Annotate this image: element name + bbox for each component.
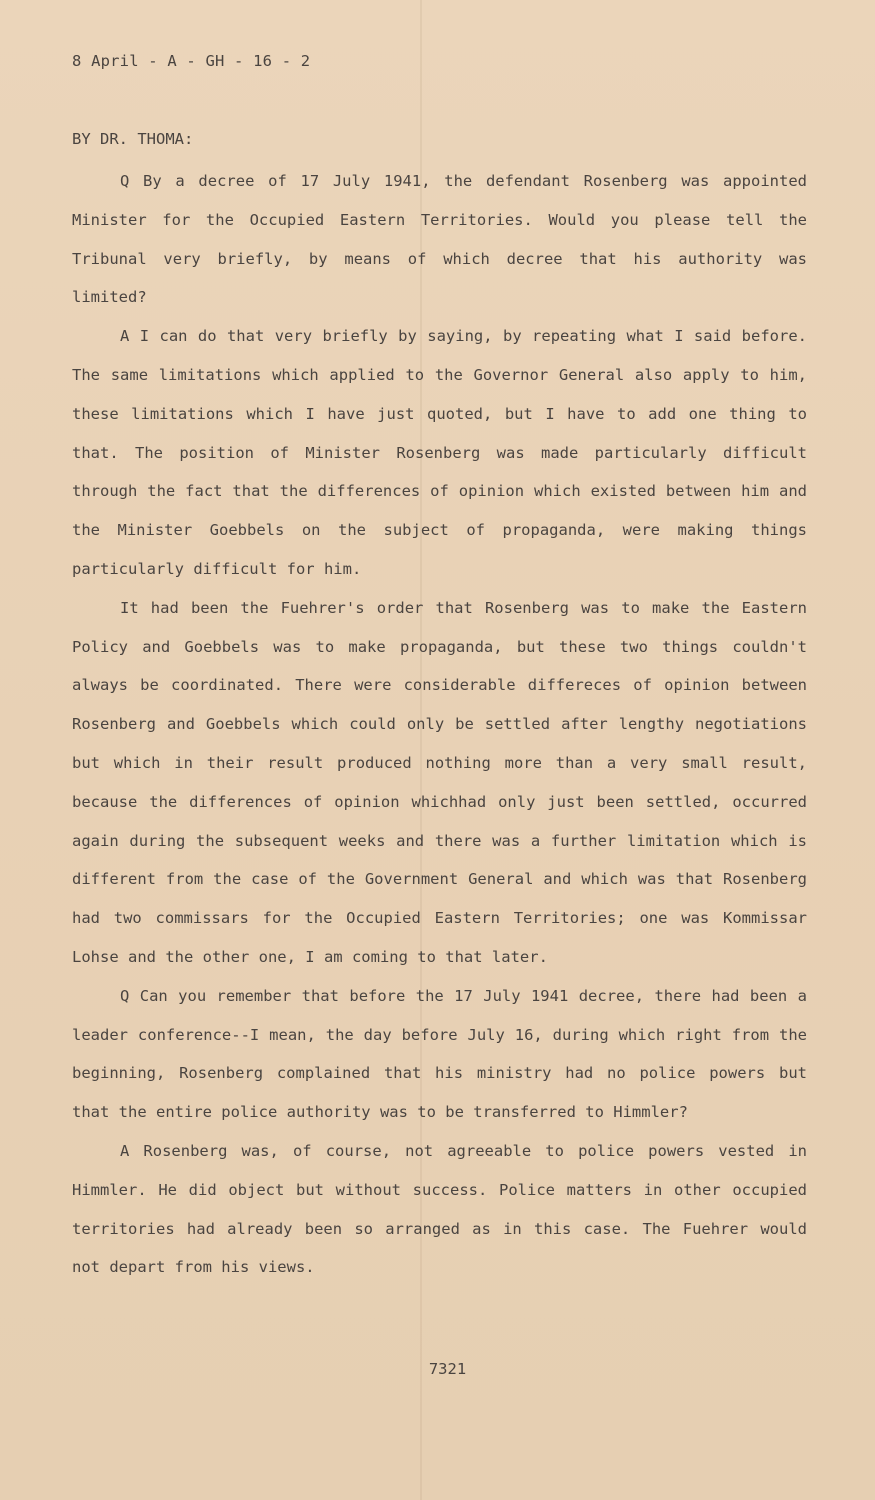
speaker-label: BY DR. THOMA: — [72, 130, 194, 148]
question-paragraph: Q By a decree of 17 July 1941, the defendant Rosenberg was appointed Minister for the Occupied Eastern Territories. Would you please tell the Tribunal very briefly, by means of which decree that his authority was limited? — [72, 172, 807, 307]
document-header: 8 April - A - GH - 16 - 2 — [72, 52, 311, 70]
answer-paragraph: A Rosenberg was, of course, not agreeable to police powers vested in Himmler. He did object but without success. Police matters in other occupied territories had already been so arranged as in this case. The Fuehrer would not depart from his views. — [72, 1141, 807, 1277]
answer-continuation-paragraph: It had been the Fuehrer's order that Rosenberg was to make the Eastern Policy and Goebbels was to make propaganda, but these two things couldn't always be coordinated. There were considerable differeces of opinion between Rosenberg and Goebbels which could only be settled after lengthy negotiations but which in their result produced nothing more than a very small result, because the differences of opinion whichhad only just been settled, occurred again during the subsequent weeks and there was a further limitation which is different from the case of the Government General and which was that Rosenberg had two commissars for the Occupied Eastern Territories; one was Kommissar Lohse and the other one, I am coming to that later. — [72, 598, 807, 966]
page-number: 7321 — [428, 1360, 467, 1378]
question-paragraph: Q Can you remember that before the 17 July 1941 decree, there had been a leader conference--I mean, the day before July 16, during which right from the beginning, Rosenberg complained that his ministry had no police powers but that the entire police authority was to be transferred to Himmler? — [72, 986, 807, 1122]
answer-paragraph: A I can do that very briefly by saying, by repeating what I said before. The same limitations which applied to the Governor General also apply to him, these limitations which I have just quoted, but I have to add one thing to that. The position of Minister Rosenberg was made particularly difficult through the fact that the differences of opinion which existed between him and the Minister Goebbels on the subject of propaganda, were making things particularly difficult for him. — [72, 327, 807, 578]
transcript-body — [72, 162, 807, 1287]
